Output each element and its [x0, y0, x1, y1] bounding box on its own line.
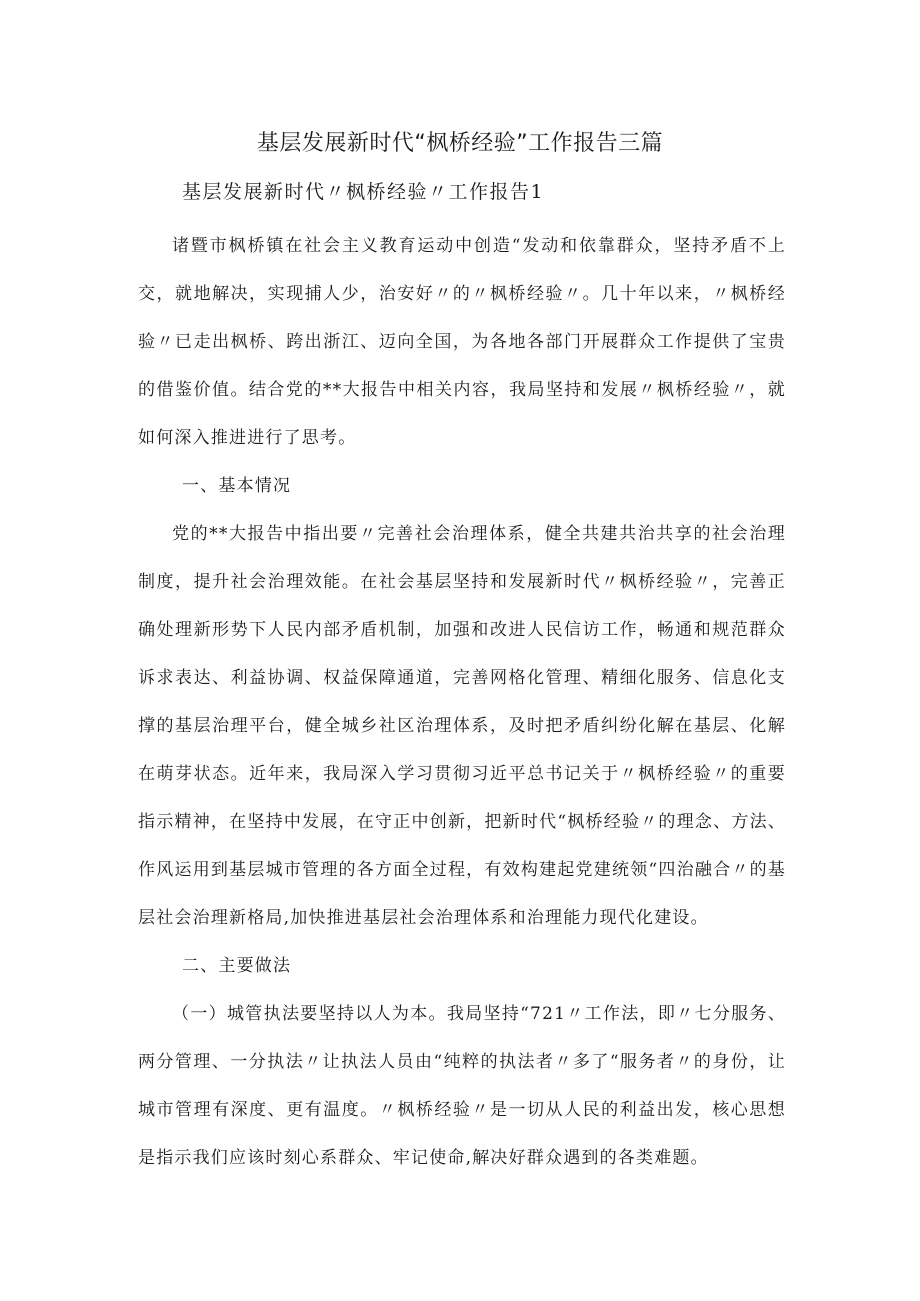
document-title: 基层发展新时代“枫桥经验”工作报告三篇 — [256, 131, 664, 156]
paragraph-main-practices: （一）城管执法要坚持以人为本。我局坚持“721〃工作法，即〃七分服务、两分管理、一分执法〃让执法人员由“纯粹的执法者〃多了“服务者〃的身份，让城市管理有深度、更有温度。〃枫桥经验〃是一切从人民的利益出发，核心思想是指示我们应该时刻心系群众、牢记使命,解决好群众遇到的各类难题。 — [138, 1004, 786, 1168]
paragraph-basic-situation: 党的**大报告中指出要〃完善社会治理体系，健全共建共治共享的社会治理制度，提升社会治理效能。在社会基层坚持和发展新时代〃枫桥经验〃，完善正确处理新形势下人民内部矛盾机制，加强和改进人民信访工作，畅通和规范群众诉求表达、利益协调、权益保障通道，完善网格化管理、精细化服务、信息化支撑的基层治理平台，健全城乡社区治理体系，及时把矛盾纠纷化解在基层、化解在萌芽状态。近年来，我局深入学习贯彻习近平总书记关于〃枫桥经验〃的重要指示精神，在坚持中发展，在守正中创新，把新时代“枫桥经验〃的理念、方法、作风运用到基层城市管理的各方面全过程，有效构建起党建统领“四治融合〃的基层社会治理新格局,加快推进基层社会治理体系和治理能力现代化建设。 — [138, 524, 786, 928]
section-heading-main-practices: 二、主要做法 — [182, 956, 292, 976]
document-subtitle: 基层发展新时代〃枫桥经验〃工作报告1 — [182, 181, 545, 203]
paragraph-intro: 诸暨市枫桥镇在社会主义教育运动中创造“发动和依靠群众，坚持矛盾不上交，就地解决，实现捕人少，治安好〃的〃枫桥经验〃。几十年以来，〃枫桥经验〃已走出枫桥、跨出浙江、迈向全国，为各地各部门开展群众工作提供了宝贵的借鉴价值。结合党的**大报告中相关内容，我局坚持和发展〃枫桥经验〃，就如何深入推进进行了思考。 — [138, 236, 786, 448]
section-heading-basic-situation: 一、基本情况 — [182, 476, 292, 496]
